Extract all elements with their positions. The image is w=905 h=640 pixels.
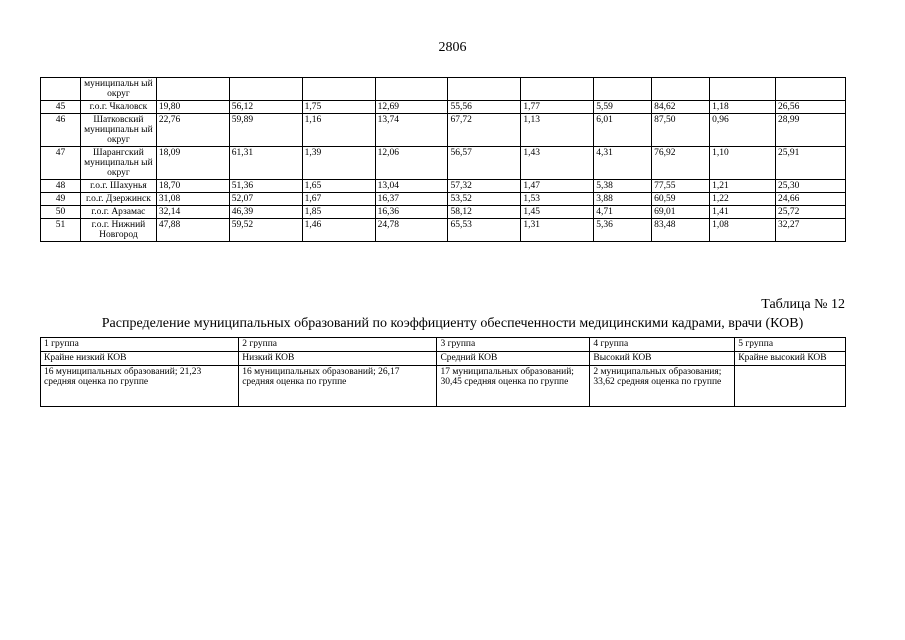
value-cell: 1,21 <box>710 180 776 193</box>
value-cell: 5,38 <box>594 180 652 193</box>
value-cell: 1,18 <box>710 101 776 114</box>
level-cell: Средний КОВ <box>437 352 590 366</box>
value-cell: 1,77 <box>521 101 594 114</box>
value-cell: 56,57 <box>448 147 521 180</box>
value-cell: 16,37 <box>375 193 448 206</box>
page-number: 2806 <box>438 40 467 55</box>
value-cell: 1,53 <box>521 193 594 206</box>
table-row <box>41 219 846 242</box>
description-cell: 17 муниципальных образований; 30,45 средняя оценка по группе <box>437 366 590 407</box>
value-cell: 4,71 <box>594 206 652 219</box>
value-cell: 83,48 <box>652 219 710 242</box>
municipality-name: г.о.г. Дзержинск <box>80 193 156 206</box>
levels-row <box>41 352 846 366</box>
table-row <box>41 180 846 193</box>
value-cell: 5,36 <box>594 219 652 242</box>
value-cell: 1,67 <box>302 193 375 206</box>
value-cell: 47,88 <box>156 219 229 242</box>
value-cell: 18,09 <box>156 147 229 180</box>
value-cell: 65,53 <box>448 219 521 242</box>
description-cell: 16 муниципальных образований; 26,17 средняя оценка по группе <box>239 366 437 407</box>
value-cell: 24,66 <box>775 193 845 206</box>
value-cell: 0,96 <box>710 114 776 147</box>
level-cell: Крайне высокий КОВ <box>735 352 846 366</box>
value-cell: 56,12 <box>229 101 302 114</box>
value-cell: 67,72 <box>448 114 521 147</box>
value-cell: 69,01 <box>652 206 710 219</box>
value-cell: 52,07 <box>229 193 302 206</box>
level-cell: Низкий КОВ <box>239 352 437 366</box>
value-cell: 59,52 <box>229 219 302 242</box>
value-cell: 25,91 <box>775 147 845 180</box>
row-number: 49 <box>41 193 81 206</box>
value-cell: 13,74 <box>375 114 448 147</box>
value-cell: 46,39 <box>229 206 302 219</box>
value-cell: 1,75 <box>302 101 375 114</box>
level-cell: Крайне низкий КОВ <box>41 352 239 366</box>
value-cell <box>652 78 710 101</box>
group-cell: 3 группа <box>437 338 590 352</box>
municipality-name: муниципальн ый округ <box>80 78 156 101</box>
value-cell: 5,59 <box>594 101 652 114</box>
description-cell <box>735 366 846 407</box>
value-cell: 25,30 <box>775 180 845 193</box>
value-cell: 55,56 <box>448 101 521 114</box>
value-cell: 24,78 <box>375 219 448 242</box>
value-cell: 28,99 <box>775 114 845 147</box>
value-cell <box>775 78 845 101</box>
value-cell: 31,08 <box>156 193 229 206</box>
value-cell: 1,16 <box>302 114 375 147</box>
group-cell: 4 группа <box>590 338 735 352</box>
table-row <box>41 78 846 101</box>
municipality-name: г.о.г. Нижний Новгород <box>80 219 156 242</box>
row-number <box>41 78 81 101</box>
municipal-indicators-table <box>40 77 846 242</box>
value-cell: 1,47 <box>521 180 594 193</box>
row-number: 48 <box>41 180 81 193</box>
value-cell: 87,50 <box>652 114 710 147</box>
value-cell: 26,56 <box>775 101 845 114</box>
value-cell: 32,27 <box>775 219 845 242</box>
value-cell: 1,31 <box>521 219 594 242</box>
row-number: 50 <box>41 206 81 219</box>
table-caption: Таблица № 12 <box>761 297 845 312</box>
value-cell: 12,06 <box>375 147 448 180</box>
table-row <box>41 114 846 147</box>
value-cell: 1,46 <box>302 219 375 242</box>
value-cell: 57,32 <box>448 180 521 193</box>
value-cell: 58,12 <box>448 206 521 219</box>
value-cell: 1,13 <box>521 114 594 147</box>
row-number: 45 <box>41 101 81 114</box>
municipality-name: Шатковский муниципальн ый округ <box>80 114 156 147</box>
value-cell: 84,62 <box>652 101 710 114</box>
value-cell: 3,88 <box>594 193 652 206</box>
level-cell: Высокий КОВ <box>590 352 735 366</box>
value-cell: 59,89 <box>229 114 302 147</box>
row-number: 47 <box>41 147 81 180</box>
value-cell: 1,45 <box>521 206 594 219</box>
value-cell: 1,41 <box>710 206 776 219</box>
descriptions-row <box>41 366 846 407</box>
value-cell: 32,14 <box>156 206 229 219</box>
value-cell: 1,85 <box>302 206 375 219</box>
group-cell: 1 группа <box>41 338 239 352</box>
table-row <box>41 206 846 219</box>
value-cell: 1,43 <box>521 147 594 180</box>
description-cell: 2 муниципальных образования; 33,62 средняя оценка по группе <box>590 366 735 407</box>
value-cell: 12,69 <box>375 101 448 114</box>
value-cell: 60,59 <box>652 193 710 206</box>
value-cell: 53,52 <box>448 193 521 206</box>
value-cell: 1,08 <box>710 219 776 242</box>
municipality-name: г.о.г. Арзамас <box>80 206 156 219</box>
table-title: Распределение муниципальных образований по коэффициенту обеспеченности медицинскими кадрами, врачи (КОВ) <box>101 316 804 331</box>
value-cell <box>229 78 302 101</box>
value-cell <box>710 78 776 101</box>
row-number: 51 <box>41 219 81 242</box>
value-cell: 13,04 <box>375 180 448 193</box>
municipality-name: г.о.г. Шахунья <box>80 180 156 193</box>
table-row <box>41 193 846 206</box>
value-cell: 22,76 <box>156 114 229 147</box>
description-cell: 16 муниципальных образований; 21,23 средняя оценка по группе <box>41 366 239 407</box>
group-cell: 5 группа <box>735 338 846 352</box>
value-cell: 25,72 <box>775 206 845 219</box>
value-cell: 1,65 <box>302 180 375 193</box>
value-cell: 76,92 <box>652 147 710 180</box>
value-cell: 16,36 <box>375 206 448 219</box>
value-cell: 1,39 <box>302 147 375 180</box>
value-cell: 51,36 <box>229 180 302 193</box>
value-cell: 19,80 <box>156 101 229 114</box>
value-cell: 1,10 <box>710 147 776 180</box>
value-cell: 1,22 <box>710 193 776 206</box>
table-row <box>41 147 846 180</box>
group-cell: 2 группа <box>239 338 437 352</box>
value-cell: 6,01 <box>594 114 652 147</box>
groups-row <box>41 338 846 352</box>
value-cell <box>594 78 652 101</box>
municipality-name: Шарангский муниципальн ый округ <box>80 147 156 180</box>
kov-distribution-table <box>40 337 846 407</box>
value-cell: 77,55 <box>652 180 710 193</box>
value-cell <box>521 78 594 101</box>
value-cell <box>448 78 521 101</box>
value-cell <box>156 78 229 101</box>
value-cell: 18,70 <box>156 180 229 193</box>
value-cell <box>302 78 375 101</box>
row-number: 46 <box>41 114 81 147</box>
value-cell: 4,31 <box>594 147 652 180</box>
value-cell <box>375 78 448 101</box>
value-cell: 61,31 <box>229 147 302 180</box>
table-row <box>41 101 846 114</box>
municipality-name: г.о.г. Чкаловск <box>80 101 156 114</box>
